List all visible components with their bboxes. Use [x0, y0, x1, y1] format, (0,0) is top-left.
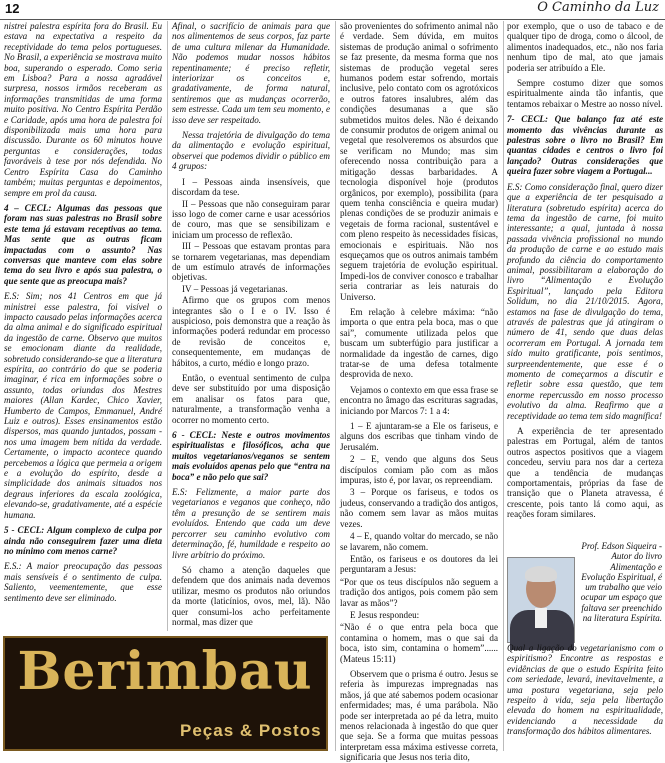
page-number: 12 — [5, 1, 20, 16]
col3-paragraph: E Jesus respondeu: — [350, 609, 420, 620]
group-item: III – Pessoas que estavam prontas para se tornarem vegetarianas, mas dependiam de um estímulo através de informações objetivas. — [172, 241, 330, 283]
group-item: I – Pessoas ainda insensíveis, que discordam da tese. — [172, 176, 330, 198]
answer-6: E.S: Felizmente, a maior parte dos vegetarianos e veganos que conheço, não têm a presunção de se sentirem mais evoluídos. Entendo que cada um deve percorrer seu caminho evolutivo com determinação, fé, humildade e respeito ao livre arbítrio do próximo. — [172, 487, 330, 560]
column-divider — [335, 21, 336, 751]
col3-paragraph: são provenientes do sofrimento animal não é verdade. Sem dúvida, em muitos sistemas de produção animal o sofrimento se faz presente, da mesma forma que nos sistemas de produção vegetal seres humanos podem estar sofrendo, mortais inclusive, pelo contato com os agrotóxicos e outros fatores insalubres, além das condições desumanas a que são submetidos muitos deles. Não é deixando de consumir produtos de origem animal ou vegetal que resolveremos os absurdos que se verificam no Mundo; mas sim oferecendo nossa contribuição para a mitigação dessas barbaridades. A tecnologia disponível hoje (produtos orgânicos, por exemplo), possibilita (para quem tenha consciência e queira mudar) plenas condições de se produzir animais e vegetais de forma racional, sustentável e com pleno respeito às necessidades físicas, emocionais e espirituais. Não nos esqueçamos que os outros animais também seguem trajetória de evolução espiritual. Impedi-los de conviver conosco e trabalhar seria contrariar as leis naturais do Universo. — [340, 21, 498, 302]
publication-title: O Caminho da Luz — [537, 0, 659, 15]
column-3 — [340, 21, 498, 763]
col4-paragraph: por exemplo, que o uso de tabaco e de qualquer tipo de droga, como o álcool, de alimentos inadequados, etc., não nos faria nenhum tipo de mal, ato que jamais poderia ser atribuído a Ele. — [507, 21, 663, 73]
col3-paragraph: Vejamos o contexto em que essa frase se encontra no âmago das escrituras sagradas, iniciando por Marcos 7: 1 a 4: — [340, 384, 498, 416]
group-item: IV – Pessoas já vegetarianas. — [182, 283, 288, 294]
verse: 3 – Porque os fariseus, e todos os judeus, conservando a tradição dos antigos, não comem sem lavar as mãos muitas vezes. — [340, 487, 498, 529]
column-2 — [172, 21, 330, 631]
closing-note: Qual a ligação do vegetarianismo com o espiritismo? Encontre as respostas e evidências de que o estudo Espírita feito com seriedade, levará, inevitavelmente, a uma postura vegetariana, seja pelo respeito à vida, seja pela libertação elevada do homem na espiritualidade, evidenciando a necessidade da transformação dos hábitos alimentares. — [507, 643, 663, 737]
answer-7: E.S: Como consideração final, quero dizer que a experiência de ter pesquisado a literatura (sobretudo espírita) acerca do tema da ingestão de carne, foi muito interessante; a qual, juntada à nossa passada vivência profissional no mundo da produção de carne e ao estudo mais profundo da ciência do comportamento animal, possibilitaram a elaboração do livro “Alimentação e Evolução Espiritual”, lançado pela Editora Solidum, no dia 21/10/2015. Agora, estamos na fase de divulgação do tema, através de palestras que já atingiram o número de 41, sendo que duas delas ocorreram em Portugal. A jornada tem sido muito gratificante, pois sentimos, surpreendentemente, que esse é o momento de começarmos a discutir e refletir sobre essa questão, que tem enorme repercussão em nosso processo evolutivo da alma. Reafirmo que a receptividade ao tema tem sido magnífica! — [507, 181, 663, 421]
question-7: 7- CECL: Que balanço faz até este momento das vivências durante as palestras sobre o livro no Brasil? Em quantas cidades e centros o livro foi lançado? Outras considerações que queira fazer sobre viagem a Portugal... — [507, 114, 663, 177]
author-bio: Prof. Edson Siqueira - Autor do livro Alimentação e Evolução Espiritual, é um trabalho que veio ocupar um espaço que faltava ser preenchido na literatura Espírita. — [580, 541, 662, 623]
col2-paragraph: Afirmo que os grupos com menos integrantes são o I e o IV. Isso é auspicioso, pois demonstra que a reação às informações poderá redundar em processo de revisão de conceitos e, consequentemente, em mudanças de hábitos, a curto, médio e longo prazo. — [172, 295, 330, 368]
col2-paragraph: Então, o eventual sentimento de culpa deve ser substituído por uma disposição em analisar os fatos para que, naturalmente, a transformação venha a ocorrer no momento certo. — [172, 373, 330, 425]
column-divider — [167, 21, 168, 631]
col2-paragraph: Nessa trajetória de divulgação do tema da alimentação e evolução espiritual, observei que podemos dividir o público em 4 grupos: — [172, 130, 330, 172]
col3-paragraph: Em relação à celebre máxima: “não importa o que entra pela boca, mas o que sai”, comumente utilizada pelos que buscam um subterfúgio para justificar a normalidade da ingestão de carnes, digo tratar-se de uma defesa totalmente desprovida de nexo. — [340, 306, 498, 380]
advertisement-berimbau[interactable] — [3, 636, 328, 751]
column-1 — [4, 21, 162, 631]
column-4 — [507, 21, 663, 536]
page-header — [0, 0, 665, 20]
ad-brand-name: Berimbau — [17, 641, 313, 702]
scripture-quote: “Por que os teus discípulos não seguem a tradição dos antigos, pois comem pão sem lavar as mãos”? — [340, 576, 498, 608]
ad-tagline: Peças & Postos — [180, 721, 322, 740]
answer-4: E.S: Sim; nos 41 Centros em que já ministrei esse palestra, foi visível o impacto causado pelas informações acerca da alma animal e do significado espiritual da ingestão de carne. Observo que muitos se emocionam diante da realidade, sobretudo considerando-se que a literatura espírita, ao contrário do que se poderia imaginar, é rica em informações sobre o assunto, todas oriundas dos Mestres maiores (Allan Kardec, Chico Xavier, Humberto de Campos, Emmanuel, André Luiz e outros). Esses ensinamentos estão dispersos, mas quando juntados, possam - nos uma imagem bem nítida da verdade. Certamente, o impacto acontece quando percebemos a lógica que permeia a origem e a evolução do espírito, desde a simplicidade dos animais situados nos degraus inferiores da escala zoológica, elevando-se, gradativamente, até a espécie humana. — [4, 291, 162, 520]
column-divider — [503, 21, 504, 751]
verse: 4 – E, quando voltar do mercado, se não se lavarem, não comem. — [340, 531, 498, 552]
col3-paragraph: Então, os fariseus e os doutores da lei perguntaram a Jesus: — [340, 553, 498, 575]
verse: 1 – E ajuntaram-se a Ele os fariseus, e alguns dos escribas que tinham vindo de Jerusalém. — [340, 421, 498, 452]
col2-paragraph: Só chamo a atenção daqueles que defendem que dos animais nada devemos utilizar, mesmo os produtos não oriundos da morte (laticínios, ovos, mel, lã). Não quer consumi-los acho perfeitamente normal, mas dizer que — [172, 564, 330, 627]
question-6: 6 - CECL: Neste e outros movimentos espiritualistas e filosóficos, acha que muitos vegetarianos/veganos se sentem mais evoluídos apenas pelo que “entra na boca” e não pelo que sai? — [172, 430, 330, 482]
verse: 2 – E, vendo que alguns dos Seus discípulos comiam pão com as mãos impuras, isto é, por lavar, os repreendiam. — [340, 454, 498, 486]
author-photo — [507, 557, 575, 643]
question-4: 4 – CECL: Algumas das pessoas que foram nas suas palestras no Brasil sobre este tema já estavam receptivas ao tema. Mas sente que as outras ficam impactadas com o assunto? Nas conversas que manteve com elas sobre tema do seu livro e após sua palestra, o que sente que as preocupa mais? — [4, 202, 162, 286]
scripture-quote: “Não é o que entra pela boca que contamina o homem, mas o que sai da boca, isto sim, contamina o homem”...... (Mateus 15:11) — [340, 622, 498, 664]
answer-5: E.S.: A maior preocupação das pessoas mais sensíveis é o sentimento de culpa. Saliento, veementemente, que esse sentimento deve ser eliminado. — [4, 561, 162, 603]
col1-paragraph: nistrei palestra espírita fora do Brasil. Eu estava na expectativa a respeito da receptividade do tema pelos portugueses. No Brasil, a experiência se mostrava muito boa, superando o esperado. Como seria em Lisboa? Para a nossa agradável surpresa, nossos irmãos receberam as informações transmitidas de uma forma muito positiva. No Centro Espírita Perdão e Caridade, após uma hora de palestra foi disponibilizada mais uma hora para discussão. Durante os 60 minutos houve perguntas e considerações, todas favoráveis à tese por nós defendida. No Centro Espírita Casa do Caminho também; muitas perguntas e depoimentos, sempre em prol da causa. — [4, 21, 162, 198]
col3-paragraph: Observem que o prisma é outro. Jesus se referia às impurezas impregnadas nas mãos, já que até sabemos podem ocasionar enfermidades; mas, é uma parábola. Não pode ser interpretada ao pé da letra, muito menos relacionada à ingestão do que quer que seja. Se a forma que muitas pessoas interpretam essa máxima estivesse correta, significaria que Jesus nos teria dito, — [340, 668, 498, 763]
header-rule — [0, 19, 665, 20]
group-item: II – Pessoas que não conseguiram parar isso logo de comer carne e usar acessórios de couro, mas que se sensibilizam e iniciam um processo de reflexão. — [172, 198, 330, 240]
col4-paragraph: Sempre costumo dizer que somos espiritualmente ainda tão infantis, que tentamos rebaixar o Mestre ao nosso nível. — [507, 78, 663, 109]
col4-paragraph: A experiência de ter apresentado palestras em Portugal, além de tantos outros aspectos positivos que a viagem concedeu, serviu para nos dar a certeza que a tendência de mudanças comportamentais, próprias da fase de transição que o Planeta atravessa, é crescente, pois tanto lá como aqui, as reações foram similares. — [507, 426, 663, 520]
col2-paragraph: Afinal, o sacrifício de animais para que nos alimentemos de seus corpos, faz parte de uma cultura milenar da Humanidade. Não podemos mudar nossos hábitos repentinamente; é preciso refletir, interiorizar os conceitos e, gradativamente, de forma natural, sentiremos que as mudanças ocorrerão, sem estresse. Cada um tem seu momento, e isso deve ser respeitado. — [172, 21, 330, 125]
question-5: 5 - CECL: Algum complexo de culpa por ainda não conseguirem fazer uma dieta no mínimo com menos carne? — [4, 525, 162, 556]
